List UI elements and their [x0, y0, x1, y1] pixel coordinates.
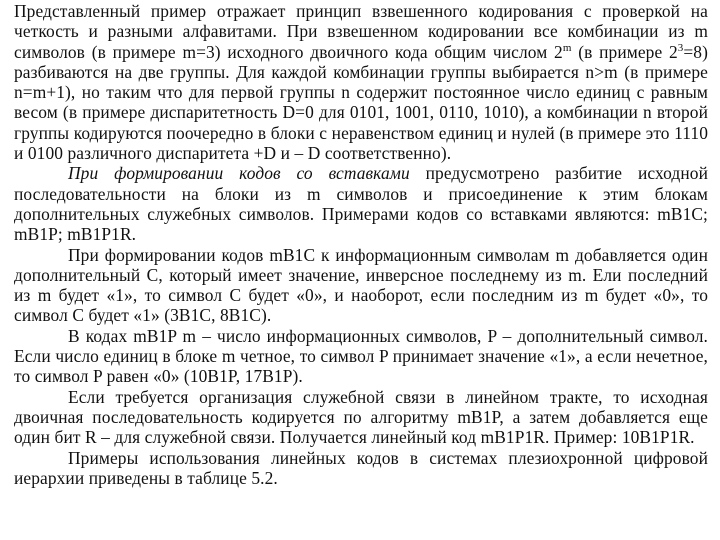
- paragraph-weighted-coding: [14, 1, 708, 163]
- italic-term: При формировании кодов со вставками: [68, 163, 410, 184]
- paragraph-mb1p1r: [14, 387, 708, 448]
- paragraph-text: В кодах mB1P m – число информационных символов, P – дополнительный символ. Если число единиц в блоке m четное, то символ P принимает значение «1», а если нечетное, то символ P равен «0» (10B1P, 17B1P).: [14, 325, 708, 387]
- paragraph-text: Примеры использования линейных кодов в системах плезиохронной цифровой иерархии приведены в таблице 5.2.: [14, 447, 708, 488]
- superscript-m: m: [562, 41, 572, 54]
- paragraph-text: предусмотрено разбитие исходной последовательности на блоки из m символов и присоединение к этим блокам дополнительных служебных символов. Примерами кодов со вставками являются: mB1C; mB1P; mB1P1R.: [14, 163, 708, 245]
- paragraph-insertion-codes: [14, 163, 708, 244]
- superscript-3: 3: [677, 41, 684, 54]
- paragraph-text: Если требуется организация служебной связи в линейном тракте, то исходная двоичная последовательность кодируется по алгоритму mB1P, а затем добавляется еще один бит R – для служебной связи. Получается линейный код mB1P1R. Пример: 10B1P1R.: [14, 386, 708, 448]
- paragraph-mb1c: [14, 245, 708, 326]
- paragraph-text: Представленный пример отражает принцип взвешенного кодирования с проверкой на четкость и разными алфавитами. При взвешенном кодировании все комбинации из m символов (в примере m=3) исходного двоичного кода общим числом 2: [14, 1, 708, 62]
- paragraph-text: При формировании кодов mB1C к информационным символам m добавляется один дополнительный C, который имеет значение, инверсное последнему из m. Ели последний из m будет «1», то символ C будет «0», и наоборот, если последним из m будет «0», то символ C будет «1» (3B1C, 8B1C).: [14, 244, 708, 326]
- paragraph-mb1p: [14, 326, 708, 387]
- paragraph-text: =8) разбиваются на две группы. Для каждой комбинации группы выбирается n>m (в примере n=m+1), но таким что для первой группы n содержит постоянное число единиц с равным весом (в примере диспаритетность D=0 для 0101, 1001, 0110, 1010), а комбинации n второй группы кодируются поочередно в блоки с неравенством единиц и нулей (в примере это 1110 и 0100 различного диспаритета +D и – D соответственно).: [14, 41, 708, 164]
- paragraph-text: (в примере 2: [571, 41, 678, 62]
- paragraph-table-reference: [14, 448, 708, 489]
